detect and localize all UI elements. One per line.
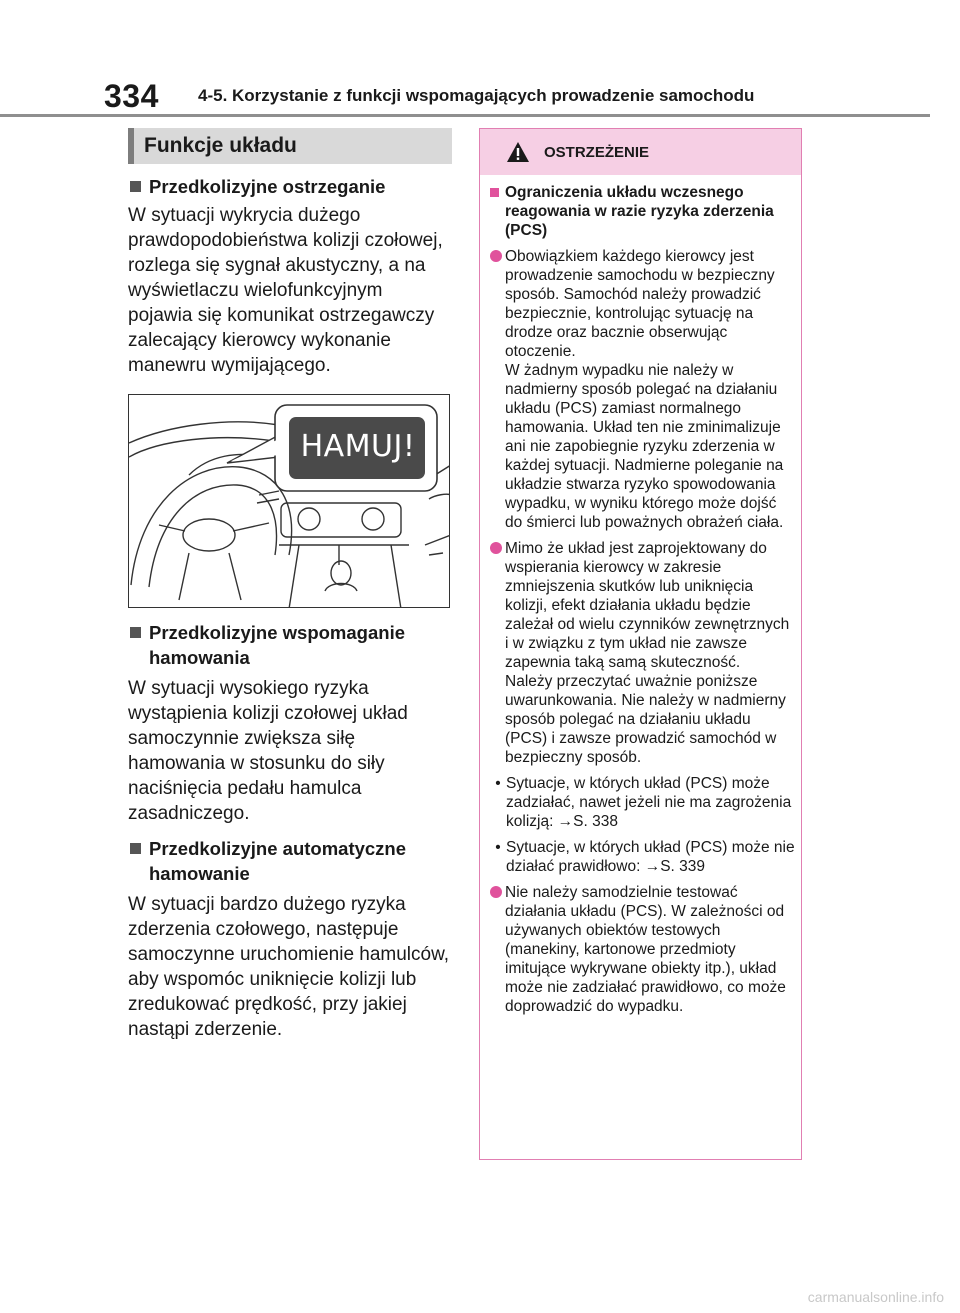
hamuj-message: HAMUJ!	[300, 429, 416, 464]
circle-bullet-icon	[490, 542, 502, 554]
warning-subitem: • Sytuacje, w których układ (PCS) może nie działać prawidłowo: →S. 339	[488, 838, 795, 876]
bullet-icon: •	[495, 839, 501, 856]
warning-heading: Ograniczenia układu wczesnego reagowania w razie ryzyka zderzenia (PCS)	[488, 183, 795, 240]
circle-bullet-icon	[490, 886, 502, 898]
footer-watermark: carmanualsonline.info	[807, 1289, 944, 1305]
warning-box	[479, 128, 802, 1160]
section-header	[128, 128, 452, 164]
subsection-body: W sytuacji wykrycia dużego prawdopodobieństwa kolizji czołowej, rozlega się sygnał akustyczny, a na wyświetlaczu wielofunkcyjnym pojawia się komunikat ostrzegawczy zalecający kierowcy wykonanie manewru wymijającego.	[128, 205, 443, 376]
subsection-body: W sytuacji bardzo dużego ryzyka zderzenia czołowego, następuje samoczynne uruchomienie hamulców, aby wspomóc uniknięcie kolizji lub zredukować prędkość, przy jakiej nastąpi zderzenie.	[128, 894, 450, 1040]
section-title: Funkcje układu	[144, 134, 297, 157]
subsection-body: W sytuacji wysokiego ryzyka wystąpienia kolizji czołowej układ samoczynnie zwiększa siłę hamowania w stosunku do siły naciśnięcia pedału hamulca zasadniczego.	[128, 678, 408, 824]
square-bullet-icon	[130, 843, 141, 854]
dashboard-illustration	[128, 394, 450, 608]
header-rule	[0, 114, 930, 117]
warning-item: Nie należy samodzielnie testować działania układu (PCS). W zależności od używanych obiektów testowych (manekiny, kartonowe przedmioty imitujące wykrywane obiekty itp.), układ może nie zadziałać prawidłowo, co może doprowadzić do wypadku.	[488, 883, 795, 1016]
warning-label: OSTRZEŻENIE	[544, 143, 650, 161]
square-bullet-icon	[490, 188, 499, 197]
warning-item: Obowiązkiem każdego kierowcy jest prowadzenie samochodu w bezpieczny sposób. Samochód należy prowadzić bezpiecznie, kontrolując sytuację na drodze oraz bacznie obserwując otoczenie. W żadnym wypadku nie należy w nadmierny sposób polegać na działaniu układu (PCS) zamiast normalnego hamowania. Układ ten nie zminimalizuje ani nie zapobiegnie ryzyku zderzenia w każdej sytuacji. Nadmierne poleganie na układzie stwarza ryzyko spowodowania wypadku, w wyniku którego może dojść do śmierci lub poważnych obrażeń ciała.	[488, 247, 795, 532]
warning-triangle-icon	[506, 141, 530, 163]
left-column	[128, 128, 452, 1042]
subsection-heading: Przedkolizyjne automatyczne hamowanie	[128, 836, 452, 886]
subsection-heading: Przedkolizyjne ostrzeganie	[128, 174, 452, 199]
warning-body	[480, 175, 801, 1016]
subsection-heading: Przedkolizyjne wspomaganie hamowania	[128, 620, 452, 670]
page-number: 334	[104, 78, 159, 114]
circle-bullet-icon	[490, 250, 502, 262]
dashboard-drawing	[129, 395, 450, 608]
warning-header	[480, 129, 801, 175]
square-bullet-icon	[130, 181, 141, 192]
warning-subitem: • Sytuacje, w których układ (PCS) może zadziałać, nawet jeżeli nie ma zagrożenia kolizją: →S. 338	[488, 774, 795, 831]
bullet-icon: •	[495, 775, 501, 792]
chapter-title: 4-5. Korzystanie z funkcji wspomagających prowadzenie samochodu	[198, 86, 755, 105]
square-bullet-icon	[130, 627, 141, 638]
warning-item: Mimo że układ jest zaprojektowany do wspierania kierowcy w zakresie zmniejszenia skutków lub uniknięcia kolizji, efekt działania układu będzie zależał od wielu czynników zewnętrznych i w związku z tym układ nie zawsze zapewnia taką samą skuteczność. Należy przeczytać uważnie poniższe uwarunkowania. Nie należy w nadmierny sposób polegać na działaniu układu (PCS) i zawsze prowadzić samochód w bezpieczny sposób.	[488, 539, 795, 767]
